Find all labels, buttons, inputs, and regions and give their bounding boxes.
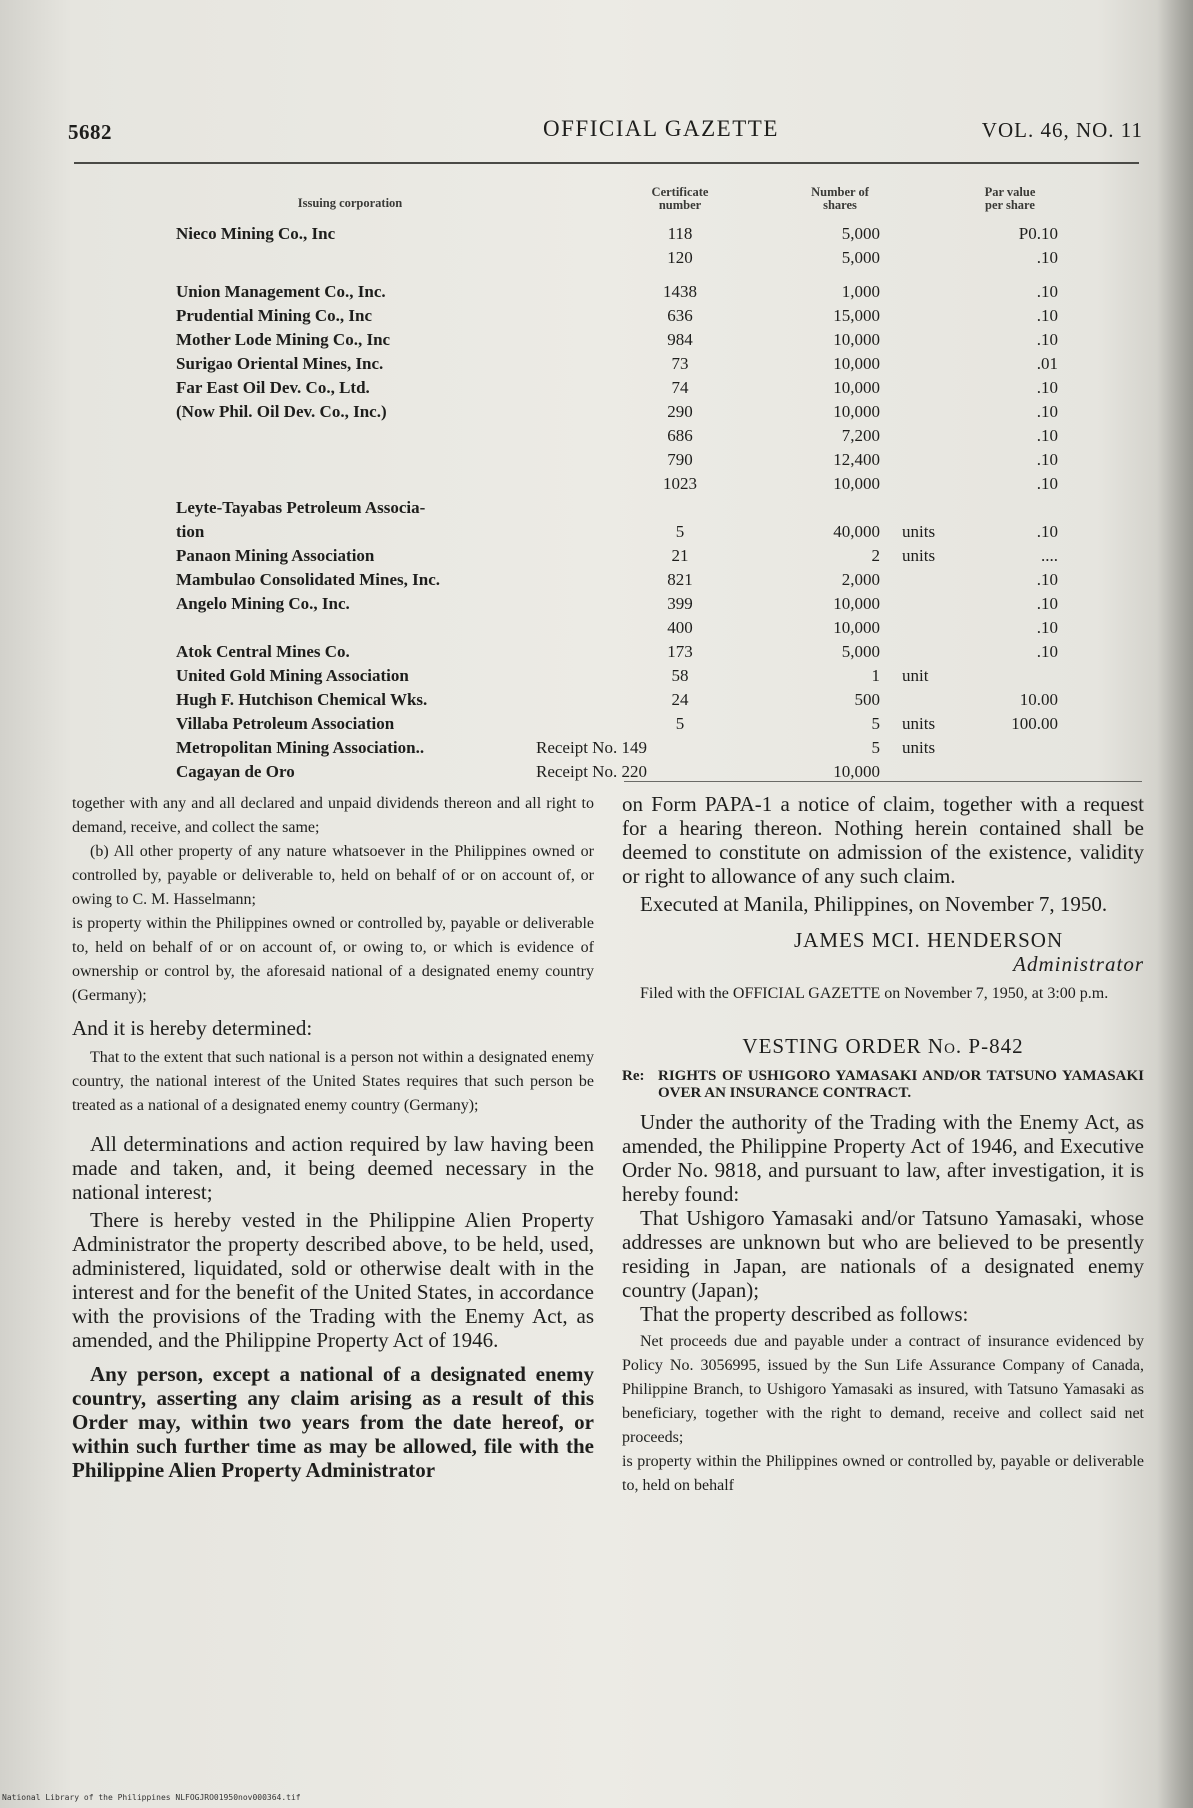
par-value: .10 [1036,474,1058,493]
corporation-name: Angelo Mining Co., Inc. [176,594,350,613]
table-row [0,666,1193,690]
certificate-number: 73 [671,354,689,373]
share-count: 1,000 [841,282,880,301]
par-value: .10 [1036,306,1058,325]
share-count: 2 [871,546,880,565]
page-header [68,114,1143,150]
share-count: 7,200 [841,426,880,445]
table-row [0,546,1193,570]
table-row [0,738,1193,762]
certificate-number: 984 [667,330,693,349]
corporation-name: Mambulao Consolidated Mines, Inc. [176,570,440,589]
table-row [0,248,1193,272]
page-number: 5682 [68,120,112,144]
col-header-corporation [240,197,460,210]
table-row [0,426,1193,450]
par-value: .10 [1036,450,1058,469]
col-header-certificate [630,186,730,212]
share-count: 10,000 [833,762,880,781]
receipt-number: Receipt No. 149 [536,738,647,757]
certificate-number: 686 [667,426,693,445]
paragraph: That the property described as follows: [640,1302,969,1326]
re-label: Re: [622,1068,645,1084]
publication-title: OFFICIAL GAZETTE [543,116,779,141]
share-unit: units [902,738,936,757]
share-unit: units [902,714,936,733]
column-divider [624,781,1142,782]
par-value: .01 [1036,354,1058,373]
table-row [0,762,1193,786]
certificate-number: 1023 [663,474,697,493]
certificate-number: 21 [671,546,689,565]
corporation-name: Prudential Mining Co., Inc [176,306,372,325]
share-count: 500 [854,690,880,709]
par-value: .... [1041,546,1058,565]
col-header-shares-line1: Number of [811,185,869,199]
table-row [0,450,1193,474]
par-value: .10 [1036,522,1058,541]
table-row [0,354,1193,378]
table-row [0,714,1193,738]
table-row [0,474,1193,498]
receipt-number: Receipt No. 220 [536,762,647,781]
filing-note: Filed with the OFFICIAL GAZETTE on November 7, 1950, at 3:00 p.m. [640,985,1109,1002]
certificate-number: 24 [671,690,689,709]
par-value: .10 [1036,594,1058,613]
col-header-certificate-line2: number [658,198,702,212]
scan-footer: National Library of the Philippines NLFOGJRO01950nov000364.tif [2,1793,301,1802]
paragraph: That to the extent that such national is a person not within a designated enemy country, the national interest of the United States requires that such person be treated as a national of a designated enemy country (Germany); [72,1049,594,1114]
certificate-number: 74 [671,378,689,397]
share-count: 5 [871,738,880,757]
corporation-name: Metropolitan Mining Association.. [176,738,425,757]
right-column [622,792,1144,1498]
share-count: 10,000 [833,378,880,397]
certificate-number: 399 [667,594,693,613]
share-count: 10,000 [833,618,880,637]
certificate-number: 400 [667,618,693,637]
vesting-order-title: VESTING ORDER No. P-842 [742,1034,1024,1058]
corporation-name: Union Management Co., Inc. [176,282,386,301]
col-header-par-line1: Par value [984,185,1036,199]
par-value: .10 [1036,642,1058,661]
paragraph: Executed at Manila, Philippines, on November 7, 1950. [640,892,1108,916]
share-count: 12,400 [833,450,880,469]
par-value: .10 [1036,330,1058,349]
signer-name: JAMES MCI. HENDERSON [794,928,1064,952]
share-count: 5,000 [841,248,880,267]
table-row [0,330,1193,354]
share-count: 10,000 [833,330,880,349]
share-count: 40,000 [833,522,880,541]
certificate-number: 5 [675,522,685,541]
col-header-certificate-line1: Certificate [651,185,709,199]
re-text: RIGHTS OF USHIGORO YAMASAKI AND/OR TATSUNO YAMASAKI OVER AN INSURANCE CONTRACT. [658,1068,1144,1101]
par-value: 100.00 [1011,714,1058,733]
col-header-par-value [960,186,1060,212]
certificate-number: 636 [667,306,693,325]
certificate-number: 120 [667,248,693,267]
col-header-corporation-text: Issuing corporation [297,196,403,210]
corporation-name: Cagayan de Oro [176,762,295,781]
corporation-name: United Gold Mining Association [176,666,409,685]
paragraph: All determinations and action required by law having been made and taken, and, it being deemed necessary in the national interest; [72,1132,594,1204]
par-value: .10 [1036,402,1058,421]
corporation-name: Nieco Mining Co., Inc [176,224,336,243]
par-value: .10 [1036,570,1058,589]
share-count: 1 [871,666,880,685]
certificate-number: 5 [675,714,685,733]
certificate-number: 1438 [663,282,697,301]
corporation-name: Mother Lode Mining Co., Inc [176,330,391,349]
par-value: .10 [1036,378,1058,397]
table-row [0,224,1193,248]
re-block [622,1068,1144,1102]
col-header-shares [790,186,890,212]
paragraph: Net proceeds due and payable under a contract of insurance evidenced by Policy No. 3056995, issued by the Sun Life Assurance Company of Canada, Philippine Branch, to Ushigoro Yamasaki as insured, with Tatsuno Yamasaki as beneficiary, together with the right to demand, receive and collect said net proceeds; [622,1333,1144,1446]
paragraph: is property within the Philippines owned or controlled by, payable or deliverable to, held on behalf of or on account of, or owing to, or which is evidence of ownership or control by, the aforesaid national of a designated enemy country (Germany); [72,915,594,1004]
header-rule [74,162,1139,164]
col-header-par-line2: per share [985,198,1035,212]
col-header-shares-line2: shares [823,198,857,212]
share-count: 10,000 [833,594,880,613]
certificate-number: 118 [667,224,693,243]
paragraph: together with any and all declared and unpaid dividends thereon and all right to demand, receive, and collect the same; [72,795,594,836]
table-row [0,378,1193,402]
paragraph: That Ushigoro Yamasaki and/or Tatsuno Yamasaki, whose addresses are unknown but who are believed to be presently residing in Japan, are nationals of a designated enemy country (Japan); [622,1206,1144,1302]
par-value: .10 [1036,426,1058,445]
corporation-name: Villaba Petroleum Association [176,714,395,733]
table-row [0,306,1193,330]
corporation-name: Surigao Oriental Mines, Inc. [176,354,384,373]
share-count: 5,000 [841,224,880,243]
corporation-name: Hugh F. Hutchison Chemical Wks. [176,690,428,709]
par-value: .10 [1036,282,1058,301]
corporation-name: tion [176,522,205,541]
paragraph: is property within the Philippines owned or controlled by, payable or deliverable to, held on behalf [622,1453,1144,1494]
par-value: 10.00 [1019,690,1058,709]
paragraph: (b) All other property of any nature whatsoever in the Philippines owned or controlled by, payable or deliverable to, held on behalf of or on account of, or owing to C. M. Hasselmann; [72,843,594,908]
corporation-name: Leyte-Tayabas Petroleum Associa- [176,498,426,517]
par-value: .10 [1036,248,1058,267]
share-count: 5,000 [841,642,880,661]
volume-number: VOL. 46, NO. 11 [981,118,1143,142]
paragraph: Any person, except a national of a designated enemy country, asserting any claim arising as a result of this Order may, within two years from the date hereof, or within such further time as may be allowed, file with the Philippine Alien Property Administrator [72,1362,594,1482]
par-value: .10 [1036,618,1058,637]
share-count: 10,000 [833,474,880,493]
paragraph: on Form PAPA-1 a notice of claim, together with a request for a hearing thereon. Nothing herein contained shall be deemed to constitute on admission of the existence, validity or right to allowance of any such claim. [622,792,1144,888]
par-value: P0.10 [1018,224,1058,243]
table-row [0,570,1193,594]
corporation-name: Atok Central Mines Co. [176,642,350,661]
corporation-name: Far East Oil Dev. Co., Ltd. [176,378,370,397]
certificate-number: 790 [667,450,693,469]
table-row [0,642,1193,666]
left-column [72,792,594,1482]
certificate-number: 821 [667,570,693,589]
paragraph: There is hereby vested in the Philippine Alien Property Administrator the property described above, to be held, used, administered, liquidated, sold or otherwise dealt with in the interest and for the benefit of the United States, in accordance with the provisions of the Trading with the Enemy Act, as amended, and the Philippine Property Act of 1946. [72,1208,594,1352]
certificate-number: 290 [667,402,693,421]
corporation-name: Panaon Mining Association [176,546,375,565]
paragraph: Under the authority of the Trading with the Enemy Act, as amended, the Philippine Property Act of 1946, and Executive Order No. 9818, and pursuant to law, after investigation, it is hereby found: [622,1110,1144,1206]
determination-heading: And it is hereby determined: [72,1016,313,1040]
share-unit: unit [902,666,929,685]
signer-title: Administrator [1013,952,1144,976]
table-row [0,618,1193,642]
share-count: 5 [871,714,880,733]
certificate-number: 58 [671,666,689,685]
share-unit: units [902,522,936,541]
table-row [0,690,1193,714]
share-count: 15,000 [833,306,880,325]
table-row [0,282,1193,306]
certificate-number: 173 [667,642,693,661]
table-row [0,498,1193,522]
table-row [0,402,1193,426]
share-count: 10,000 [833,402,880,421]
share-count: 10,000 [833,354,880,373]
corporation-name: (Now Phil. Oil Dev. Co., Inc.) [176,402,387,421]
table-row [0,522,1193,546]
table-row [0,594,1193,618]
share-unit: units [902,546,936,565]
share-count: 2,000 [841,570,880,589]
